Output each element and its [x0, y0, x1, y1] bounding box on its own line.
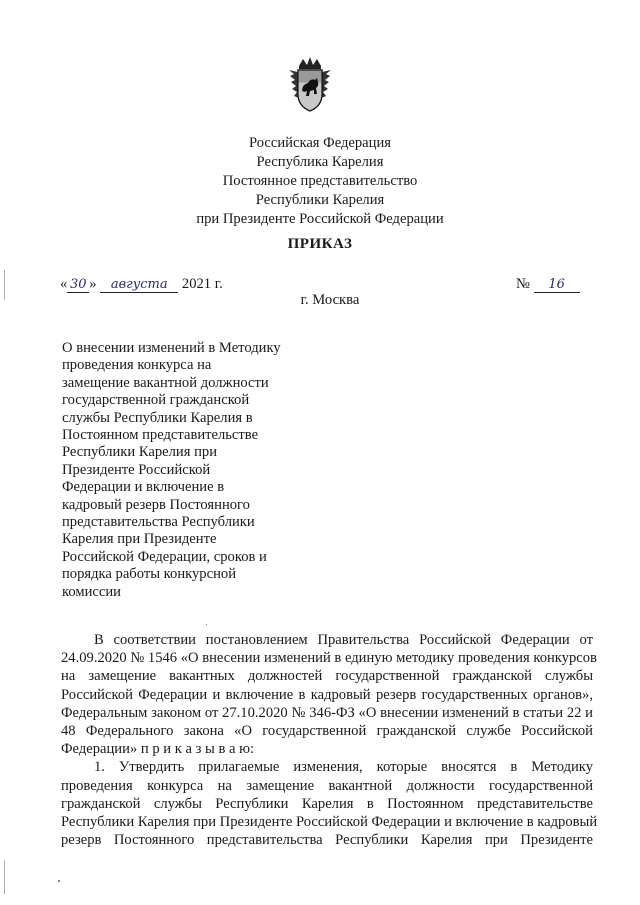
subject-line: Республики Карелия при: [62, 444, 218, 461]
subject-line: кадровый резерв Постоянного: [62, 496, 250, 513]
subject-line: О внесении изменений в Методику: [62, 340, 281, 356]
subject-line: Российской Федерации, сроков и: [62, 548, 267, 565]
header-country: Российская Федерация: [249, 135, 391, 151]
date-close-quote: »: [89, 276, 97, 292]
number-sign: №: [516, 276, 530, 292]
subject-line: проведения конкурса на: [62, 357, 212, 374]
number-value: 16: [534, 278, 580, 293]
body-line: Федерации» п р и к а з ы в а ю:: [61, 741, 255, 758]
order-number: [516, 276, 580, 293]
body-line: Российской Федерации и включение в кадровый резерв государственных органов»,: [61, 686, 593, 703]
body-line: 1. Утвердить прилагаемые изменения, которые вносятся в Методику: [94, 759, 593, 776]
order-city: г. Москва: [300, 292, 360, 308]
organization-header: [0, 134, 640, 229]
body-line: Республики Карелия при Президенте Российской Федерации и включение в кадровый: [61, 814, 598, 831]
date-open-quote: «: [60, 276, 68, 292]
order-date: [60, 276, 223, 293]
subject-line: порядка работы конкурсной: [62, 566, 236, 583]
scan-speck: [206, 624, 207, 625]
date-month: августа: [100, 278, 178, 293]
body-line: резерв Постоянного представительства Республики Карелия при Президенте: [61, 832, 593, 849]
scan-speck: [58, 880, 60, 882]
body-line: гражданской службы Республики Карелия в Постоянном представительстве: [61, 795, 593, 812]
body-line: В соответствии постановлением Правительства Российской Федерации от: [94, 632, 593, 648]
header-republic: Республика Карелия: [256, 154, 384, 170]
subject-line: Федерации и включение в: [62, 479, 225, 496]
scan-edge-mark: [4, 270, 5, 300]
header-president: при Президенте Российской Федерации: [196, 211, 444, 227]
header-office-of: Республики Карелия: [255, 192, 385, 208]
subject-line: представительства Республики: [62, 514, 255, 531]
subject-line: замещение вакантной должности: [62, 374, 269, 391]
subject-line: службы Республики Карелия в: [62, 409, 253, 426]
document-title: ПРИКАЗ: [287, 236, 353, 252]
order-body: [61, 631, 598, 849]
date-day: 30: [67, 278, 89, 293]
subject-line: государственной гражданской: [62, 392, 250, 409]
coat-of-arms-emblem: [286, 56, 334, 114]
date-year: 2021 г.: [181, 276, 223, 292]
scan-edge-mark: [4, 860, 5, 894]
order-subject: [62, 340, 302, 601]
header-office: Постоянное представительство: [222, 173, 418, 189]
body-line: на замещение вакантных должностей государственной гражданской службы: [61, 668, 593, 685]
subject-line: комиссии: [62, 583, 121, 600]
body-line: 24.09.2020 № 1546 «О внесении изменений в единую методику проведения конкурсов: [61, 650, 597, 667]
subject-line: Карелия при Президенте: [62, 531, 217, 548]
body-line: проведения конкурса на замещение вакантной должности государственной: [61, 777, 593, 794]
body-line: 48 Федерального закона «О государственной гражданской службе Российской: [61, 723, 593, 740]
subject-line: Президенте Российской: [62, 461, 211, 478]
body-line: Федеральным законом от 27.10.2020 № 346-ФЗ «О внесении изменений в статьи 22 и: [61, 704, 593, 721]
subject-line: Постоянном представительстве: [62, 427, 259, 444]
